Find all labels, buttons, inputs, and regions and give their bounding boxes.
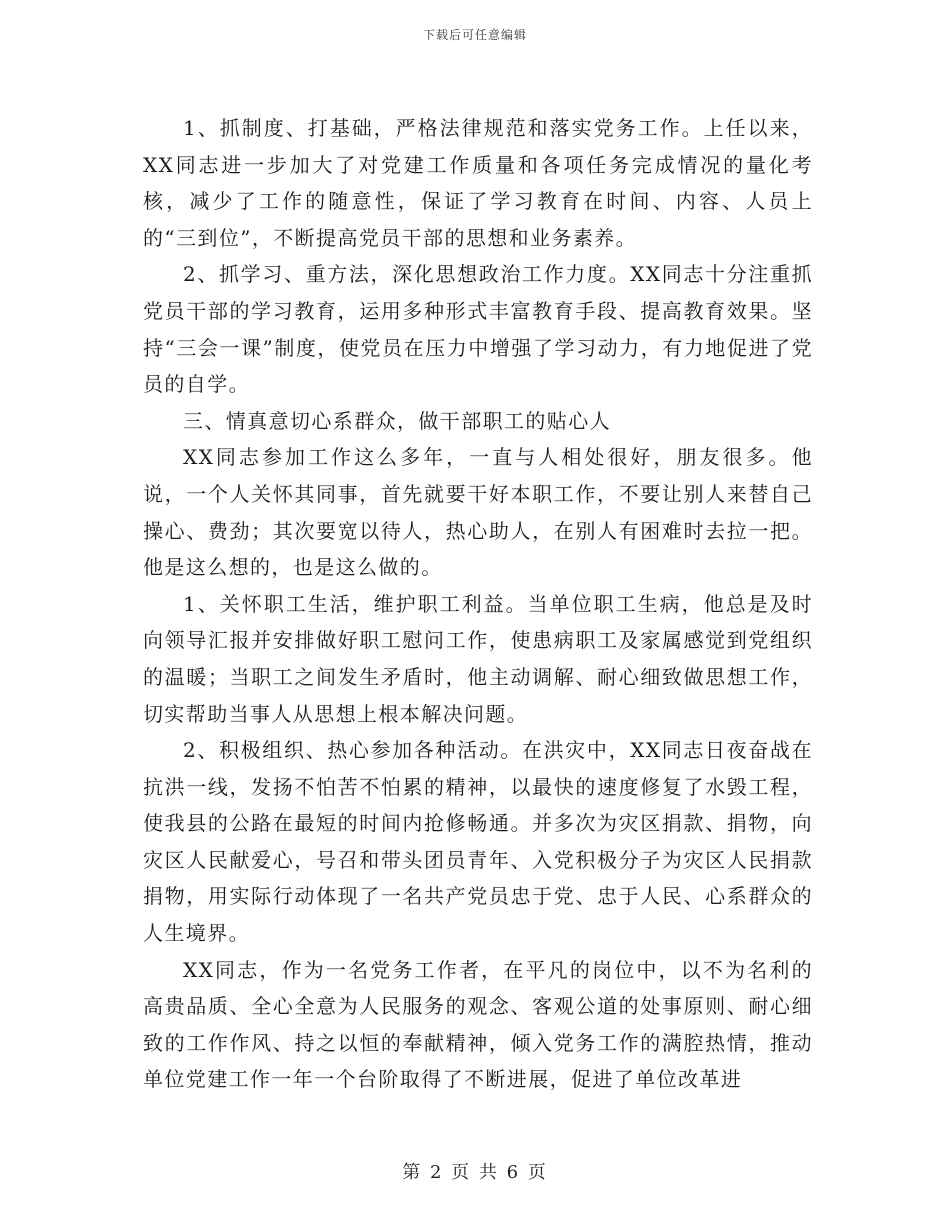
section-heading: 三、情真意切心系群众，做干部职工的贴心人: [183, 408, 611, 433]
page-number: 第 2 页 共 6 页: [402, 1162, 548, 1183]
paragraph-5: 2、积极组织、热心参加各种活动。在洪灾中，XX同志日夜奋战在抗洪一线，发扬不怕苦不怕累的精神，以最快的速度修复了水毁工程，使我县的公路在最短的时间内抢修畅通。并多次为灾区捐款、捐物，向灾区人民献爱心，号召和带头团员青年、入党积极分子为灾区人民捐款捐物，用实际行动体现了一名共产党员忠于党、忠于人民、心系群众的人生境界。: [143, 738, 813, 946]
paragraph-6: XX同志，作为一名党务工作者，在平凡的岗位中，以不为名利的高贵品质、全心全意为人民服务的观念、客观公道的处事原则、耐心细致的工作作风、持之以恒的奉献精神，倾入党务工作的满腔热情，推动单位党建工作一年一个台阶取得了不断进展，促进了单位改革进: [143, 957, 813, 1092]
paragraph-3: XX同志参加工作这么多年，一直与人相处很好，朋友很多。他说，一个人关怀其同事，首先就要干好本职工作，不要让别人来替自己操心、费劲；其次要宽以待人，热心助人，在别人有困难时去拉一把。他是这么想的，也是这么做的。: [143, 445, 813, 580]
paragraph-2: 2、抓学习、重方法，深化思想政治工作力度。XX同志十分注重抓党员干部的学习教育，运用多种形式丰富教育手段、提高教育效果。坚持“三会一课”制度，使党员在压力中增强了学习动力，有力地促进了党员的自学。: [143, 262, 813, 397]
paragraph-1: 1、抓制度、打基础，严格法律规范和落实党务工作。上任以来，XX同志进一步加大了对党建工作质量和各项任务完成情况的量化考核，减少了工作的随意性，保证了学习教育在时间、内容、人员上的“三到位”，不断提高党员干部的思想和业务素养。: [143, 116, 813, 250]
document-body: [143, 110, 813, 1098]
paragraph-4: 1、关怀职工生活，维护职工利益。当单位职工生病，他总是及时向领导汇报并安排做好职工慰问工作，使患病职工及家属感觉到党组织的温暖；当职工之间发生矛盾时，他主动调解、耐心细致做思想工作，切实帮助当事人从思想上根本解决问题。: [143, 591, 813, 726]
page-header: 下载后可任意编辑: [422, 28, 527, 42]
